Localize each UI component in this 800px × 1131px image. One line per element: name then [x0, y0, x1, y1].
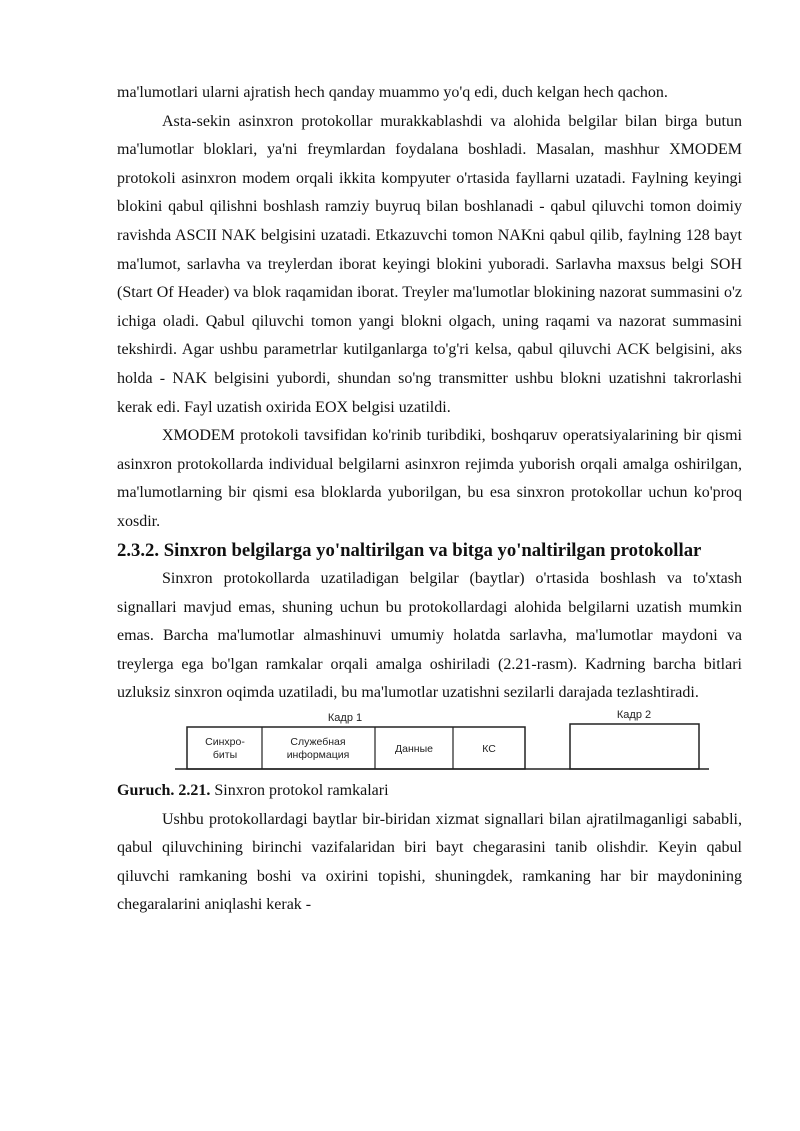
field-service-line2: информация: [286, 749, 350, 762]
caption-text: Sinxron protokol ramkalari: [210, 782, 389, 800]
frame-diagram-svg: [117, 709, 742, 777]
paragraph-byte-boundary: Ushbu protokollardagi baytlar bir-biridan xizmat signallari bilan ajratilmaganligi sababli, qabul qiluvchining birinchi vazifalaridan biri bayt chegarasini tanib olishdir. Keyin qabul qiluvchi ramkaning boshi va oxirini topishi, shuningdek, ramkaning har bir maydonining chegaralarini aniqlashi kerak -: [117, 810, 742, 914]
field-service-line1: Служебная: [290, 736, 346, 749]
field-checksum: КС: [482, 743, 496, 756]
field-sync-line2: биты: [212, 749, 238, 762]
paragraph-xmodem-intro: Asta-sekin asinxron protokollar murakkablashdi va alohida belgilar bilan birga butun ma'lumotlar bloklari, ya'ni freymlardan foydalana boshladi. Masalan, mashhur XMODEM protokoli asinxron modem orqali ikkita kompyuter o'rtasida fayllarni uzatadi. Faylning keyingi blokini qabul qilishni boshlash ramziy buyruq bilan boshlanadi - qabul qiluvchi tomon doimiy ravishda ASCII NAK belgisini uzatadi. Etkazuvchi tomon NAKni qabul qilib, faylning 128 bayt ma'lumot, sarlavha va treylerdan iborat keyingi blokini yuboradi. Sarlavha maxsus belgi SOH (Start Of Header) va blok raqamidan iborat. Treyler ma'lumotlar blokining nazorat summasini o'z ichiga oladi. Qabul qiluvchi tomon yangi blokni olgach, uning raqami va nazorat summasini tekshirdi. Agar ushbu parametrlar kutilganlarga to'g'ri kelsa, qabul qiluvchi ACK belgisini, aks holda - NAK belgisini yubordi, shundan so'ng transmitter ushbu blokni uzatishni takrorlashi kerak edi. Fayl uzatish oxirida EOX belgisi uzatildi.: [117, 112, 742, 416]
section-heading: 2.3.2. Sinxron belgilarga yo'naltirilgan va bitga yo'naltirilgan protokollar: [117, 539, 702, 561]
paragraph-xmodem-summary: XMODEM protokoli tavsifidan ko'rinib turibdiki, boshqaruv operatsiyalarining bir qismi asinxron protokollarda individual belgilarni asinxron rejimda yuborish orqali amalga oshirilgan, ma'lumotlarning bir qismi esa bloklarda yuborilgan, bu esa sinxron protokollar uchun ko'proq xosdir.: [117, 427, 742, 530]
field-data: Данные: [395, 743, 433, 756]
document-page: [117, 79, 742, 920]
caption-number: Guruch. 2.21.: [117, 782, 211, 800]
frame-2-label: Кадр 2: [616, 709, 652, 722]
frame-1-label: Кадр 1: [327, 712, 363, 725]
field-sync-line1: Синхро-: [205, 736, 245, 749]
frame-diagram: [117, 709, 742, 777]
paragraph-sync-protocols: Sinxron protokollarda uzatiladigan belgilar (baytlar) o'rtasida boshlash va to'xtash signallari mavjud emas, shuning uchun bu protokollardagi alohida belgilarni uzatish mumkin emas. Barcha ma'lumotlar almashinuvi umumiy holatda sarlavha, ma'lumotlar maydoni va treylerga ega bo'lgan ramkalar orqali amalga oshiriladi (2.21-rasm). Kadrning barcha bitlari uzluksiz sinxron oqimda uzatiladi, bu ma'lumotlar uzatishni sezilarli darajada tezlashtiradi.: [117, 570, 742, 702]
frame-2-box: [570, 724, 699, 769]
figure-caption: [117, 777, 742, 806]
frame-1-box: [187, 727, 525, 769]
paragraph-continuation: ma'lumotlari ularni ajratish hech qanday muammo yo'q edi, duch kelgan hech qachon.: [117, 84, 668, 101]
